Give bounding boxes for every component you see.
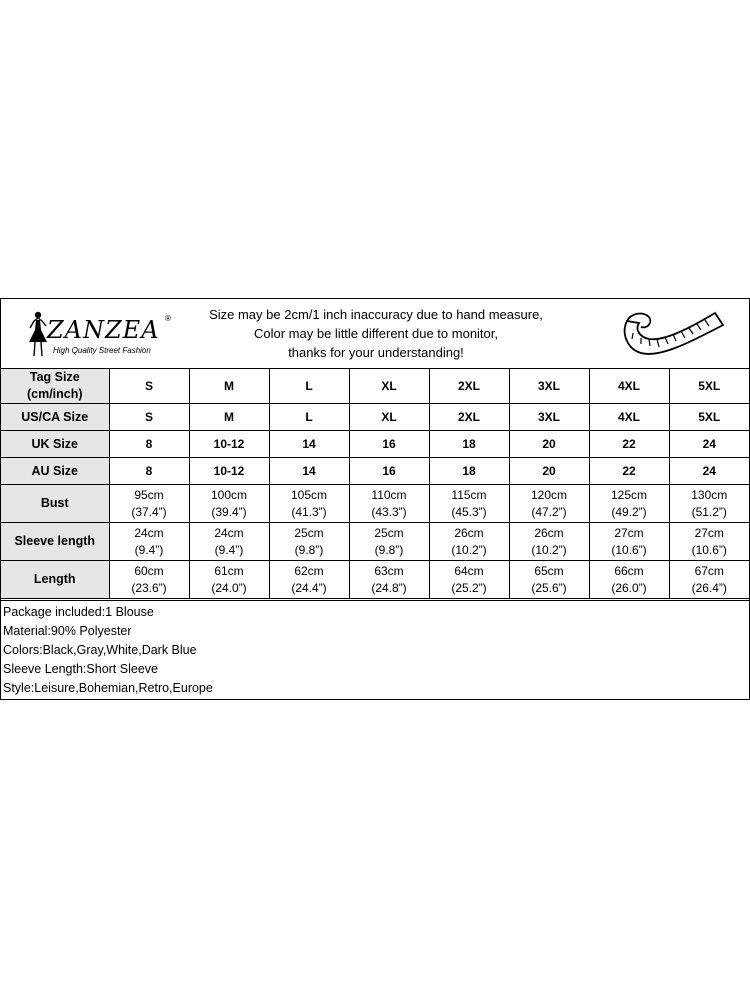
size-cell [669, 561, 749, 599]
size-cell: 8 [109, 431, 189, 458]
size-cell [669, 523, 749, 561]
size-cell-value: (39.4”) [211, 504, 247, 519]
size-cell-value: 62cm [294, 563, 324, 578]
size-cell [269, 561, 349, 599]
size-cell-value: 24cm [214, 525, 244, 540]
size-cell-value: (10.6”) [611, 542, 647, 557]
size-cell: 22 [589, 458, 669, 485]
size-cell-value: 95cm [134, 487, 164, 502]
row-label-text: US/CA Size [21, 409, 89, 424]
size-cell [269, 523, 349, 561]
notice-line: thanks for your understanding! [288, 345, 464, 360]
size-cell-value: (25.2”) [451, 580, 487, 595]
size-cell-value: (24.8”) [371, 580, 407, 595]
size-cell [189, 561, 269, 599]
size-cell-value: (25.6”) [531, 580, 567, 595]
size-chart [0, 298, 750, 700]
size-cell [189, 523, 269, 561]
size-cell: 10-12 [189, 458, 269, 485]
size-cell: 4XL [589, 404, 669, 431]
size-cell [589, 485, 669, 523]
size-cell: 20 [509, 431, 589, 458]
size-cell-value: 25cm [374, 525, 404, 540]
row-label [1, 561, 109, 599]
size-cell: 3XL [509, 369, 589, 404]
size-cell: M [189, 404, 269, 431]
size-cell-value: (23.6”) [131, 580, 167, 595]
size-cell-value: 115cm [451, 487, 487, 502]
size-cell-value: 64cm [454, 563, 484, 578]
row-label [1, 404, 109, 431]
size-cell-value: (41.3”) [291, 504, 327, 519]
size-cell-value: (43.3”) [371, 504, 407, 519]
size-cell [109, 523, 189, 561]
size-cell-value: (24.0”) [211, 580, 247, 595]
package-included: Package included:1 Blouse [3, 605, 154, 619]
size-cell-value: 25cm [294, 525, 324, 540]
size-row-us-ca-size [1, 404, 749, 431]
size-chart-header [1, 299, 749, 369]
size-cell: 14 [269, 458, 349, 485]
size-table [1, 369, 749, 599]
size-cell-value: 67cm [694, 563, 724, 578]
size-cell: 24 [669, 431, 749, 458]
size-cell-value: (10.2”) [531, 542, 567, 557]
size-cell [429, 485, 509, 523]
size-cell-value: (9.4”) [134, 542, 164, 557]
size-cell [189, 485, 269, 523]
size-cell [589, 561, 669, 599]
size-cell-value: 27cm [614, 525, 644, 540]
size-cell: XL [349, 404, 429, 431]
size-cell-value: 61cm [214, 563, 244, 578]
row-label [1, 523, 109, 561]
size-cell [349, 485, 429, 523]
row-label-text: Sleeve length [14, 534, 96, 548]
row-label-text: Tag Size [29, 370, 80, 384]
size-cell: 16 [349, 458, 429, 485]
size-cell-value: 120cm [530, 487, 568, 502]
size-cell: 14 [269, 431, 349, 458]
size-cell: L [269, 404, 349, 431]
size-cell-value: (10.6”) [691, 542, 727, 557]
size-cell-value: (10.2”) [451, 542, 487, 557]
measurement-notice [191, 305, 561, 362]
size-cell-value: (24.4”) [291, 580, 327, 595]
size-cell: 5XL [669, 369, 749, 404]
size-cell-value: 110cm [371, 487, 407, 502]
row-label [1, 431, 109, 458]
size-cell-value: (9.8”) [374, 542, 404, 557]
size-cell: 4XL [589, 369, 669, 404]
size-cell-value: 26cm [454, 525, 484, 540]
notice-line: Size may be 2cm/1 inch inaccuracy due to hand measure, [209, 307, 543, 322]
brand-name: ZANZEA [47, 316, 160, 344]
row-label [1, 485, 109, 523]
size-cell-value: 105cm [290, 487, 328, 502]
size-cell-value: 65cm [534, 563, 564, 578]
size-cell-value: 130cm [691, 487, 728, 502]
size-cell-value: 27cm [694, 525, 724, 540]
size-cell: 8 [109, 458, 189, 485]
size-cell: 18 [429, 431, 509, 458]
size-cell: 22 [589, 431, 669, 458]
size-cell-value: 125cm [610, 487, 648, 502]
size-cell-value: (26.0”) [611, 580, 647, 595]
row-label-text: AU Size [31, 463, 79, 478]
size-cell-value: (9.4”) [214, 542, 244, 557]
size-cell-value: (47.2”) [531, 504, 567, 519]
size-cell: XL [349, 369, 429, 404]
sleeve-length: Sleeve Length:Short Sleeve [3, 662, 158, 676]
row-label-text: Length [33, 572, 76, 586]
size-row-sleeve-length [1, 523, 749, 561]
row-label [1, 458, 109, 485]
size-cell-value: 63cm [374, 563, 404, 578]
size-cell: M [189, 369, 269, 404]
size-cell [109, 561, 189, 599]
size-cell [429, 523, 509, 561]
size-cell [509, 561, 589, 599]
size-cell: L [269, 369, 349, 404]
size-cell [589, 523, 669, 561]
size-cell [429, 561, 509, 599]
size-cell [349, 523, 429, 561]
size-cell-value: 60cm [134, 563, 164, 578]
size-cell-value: (37.4”) [131, 504, 167, 519]
material: Material:90% Polyester [3, 624, 132, 638]
brand-logo [27, 310, 187, 360]
size-cell: 16 [349, 431, 429, 458]
size-cell-value: 66cm [614, 563, 644, 578]
measuring-tape-icon [619, 303, 729, 365]
size-cell-value: (49.2”) [611, 504, 647, 519]
size-cell [349, 561, 429, 599]
row-label-text: Bust [40, 496, 69, 510]
size-cell [509, 523, 589, 561]
size-cell-value: 100cm [210, 487, 248, 502]
size-cell-value: (9.8”) [294, 542, 324, 557]
size-row-bust [1, 485, 749, 523]
size-cell-value: 26cm [534, 525, 564, 540]
dress-figure-icon [27, 310, 49, 360]
notice-line: Color may be little different due to monitor, [254, 326, 498, 341]
product-info [1, 600, 749, 698]
registered-mark: ® [165, 314, 171, 323]
size-cell-value: (51.2”) [691, 504, 727, 519]
size-cell [669, 485, 749, 523]
size-cell: 2XL [429, 369, 509, 404]
size-cell: S [109, 369, 189, 404]
brand-slogan: High Quality Street Fashion [53, 346, 151, 355]
size-cell [269, 485, 349, 523]
size-row-uk-size [1, 431, 749, 458]
style: Style:Leisure,Bohemian,Retro,Europe [3, 681, 213, 695]
size-row-au-size [1, 458, 749, 485]
size-cell: 18 [429, 458, 509, 485]
row-label-text: (cm/inch) [26, 387, 83, 401]
size-cell-value: (45.3”) [451, 504, 487, 519]
size-cell: 5XL [669, 404, 749, 431]
size-cell: 24 [669, 458, 749, 485]
size-cell [109, 485, 189, 523]
size-cell [509, 485, 589, 523]
colors: Colors:Black,Gray,White,Dark Blue [3, 643, 197, 657]
size-cell: 10-12 [189, 431, 269, 458]
row-label [1, 369, 109, 404]
size-cell-value: (26.4”) [691, 580, 727, 595]
size-cell: 3XL [509, 404, 589, 431]
size-cell: S [109, 404, 189, 431]
size-cell-value: 24cm [134, 525, 164, 540]
size-row-tag-size [1, 369, 749, 404]
row-label-text: UK Size [31, 436, 79, 451]
size-cell: 2XL [429, 404, 509, 431]
size-cell: 20 [509, 458, 589, 485]
size-row-length [1, 561, 749, 599]
